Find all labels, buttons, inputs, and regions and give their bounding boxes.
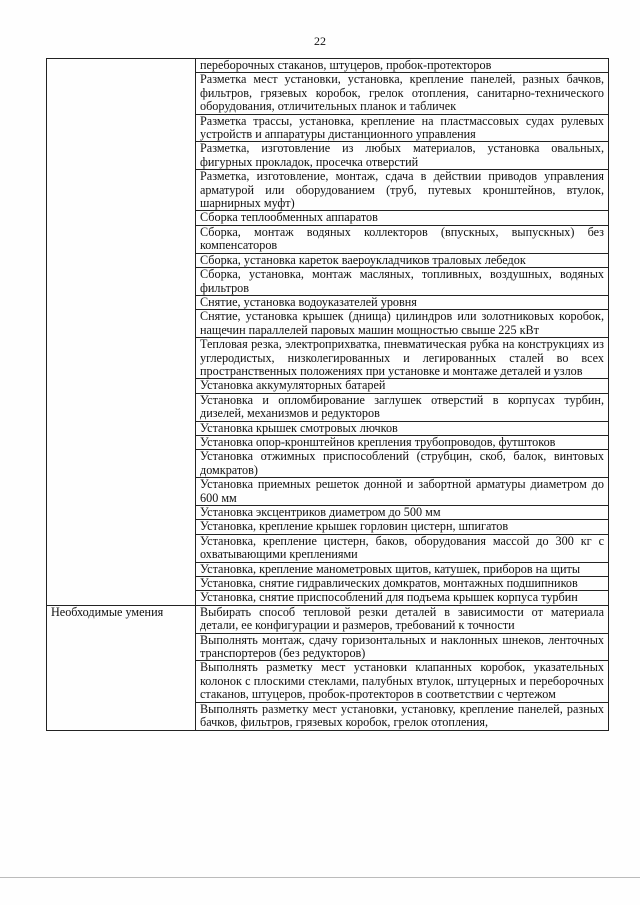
table-cell: Установка, крепление манометровых щитов, катушек, приборов на щиты: [196, 562, 609, 576]
table-cell: Установка опор-кронштейнов крепления трубопроводов, футштоков: [196, 435, 609, 449]
table-cell: Установка приемных решеток донной и забортной арматуры диаметром до 600 мм: [196, 478, 609, 506]
table-cell: Установка и опломбирование заглушек отверстий в корпусах турбин, дизелей, механизмов и редукторов: [196, 393, 609, 421]
table-cell: Разметка, изготовление из любых материалов, установка овальных, фигурных прокладок, просечка отверстий: [196, 142, 609, 170]
table-row: [47, 605, 609, 633]
table-cell: Выполнять разметку мест установки клапанных коробок, указательных колонок с плоскими стеклами, палубных втулок, штуцерных и переборочных стаканов, штуцеров, пробок-протекторов в соответствии с чертежом: [196, 661, 609, 702]
table-cell: Установка, крепление крышек горловин цистерн, шпигатов: [196, 520, 609, 534]
bottom-divider: [0, 877, 640, 878]
table-cell: переборочных стаканов, штуцеров, пробок-протекторов: [196, 59, 609, 73]
table-cell: Разметка, изготовление, монтаж, сдача в действии приводов управления арматурой или оборудованием (труб, путевых кронштейнов, втулок, шарнирных муфт): [196, 170, 609, 211]
requirements-table: [46, 58, 609, 731]
empty-label-cell: [47, 59, 196, 606]
table-cell: Разметка трассы, установка, крепление на пластмассовых судах рулевых устройств и аппаратуры дистанционного управления: [196, 114, 609, 142]
table-cell: Сборка теплообменных аппаратов: [196, 211, 609, 225]
table-cell: Выполнять разметку мест установки, установку, крепление панелей, разных бачков, фильтров, грязевых коробок, грелок отопления,: [196, 702, 609, 730]
table-cell: Тепловая резка, электроприхватка, пневматическая рубка на конструкциях из углеродистых, низколегированных и легированных сталей во всех пространственных положениях при установке и монтаже деталей и узлов: [196, 338, 609, 379]
table-cell: Установка эксцентриков диаметром до 500 мм: [196, 506, 609, 520]
table-cell: Установка крышек смотровых лючков: [196, 421, 609, 435]
page-number: 22: [314, 34, 326, 48]
table-cell: Установка аккумуляторных батарей: [196, 379, 609, 393]
table-cell: Установка отжимных приспособлений (струбцин, скоб, балок, винтовых домкратов): [196, 450, 609, 478]
table-cell: Сборка, установка, монтаж масляных, топливных, воздушных, водяных фильтров: [196, 268, 609, 296]
table-cell: Установка, снятие приспособлений для подъема крышек корпуса турбин: [196, 591, 609, 605]
table-cell: Выполнять монтаж, сдачу горизонтальных и наклонных шнеков, ленточных транспортеров (без редукторов): [196, 633, 609, 661]
table-cell: Установка, крепление цистерн, баков, оборудования массой до 300 кг с охватывающими креплениями: [196, 534, 609, 562]
table-cell: Разметка мест установки, установка, крепление панелей, разных бачков, фильтров, грязевых коробок, грелок отопления, санитарно-технического оборудования, отличительных планок и табличек: [196, 73, 609, 114]
table-cell: Снятие, установка водоуказателей уровня: [196, 295, 609, 309]
table-cell: Выбирать способ тепловой резки деталей в зависимости от материала детали, ее конфигурации и размеров, требований к точности: [196, 605, 609, 633]
table-cell: Снятие, установка крышек (днища) цилиндров или золотниковых коробок, нащечин параллелей паровых машин мощностью свыше 225 кВт: [196, 310, 609, 338]
table-row: [47, 59, 609, 73]
table-cell: Установка, снятие гидравлических домкратов, монтажных подшипников: [196, 577, 609, 591]
table-cell: Сборка, монтаж водяных коллекторов (впускных, выпускных) без компенсаторов: [196, 225, 609, 253]
skills-label-cell: Необходимые умения: [47, 605, 196, 730]
table-cell: Сборка, установка кареток ваероукладчиков траловых лебедок: [196, 253, 609, 267]
